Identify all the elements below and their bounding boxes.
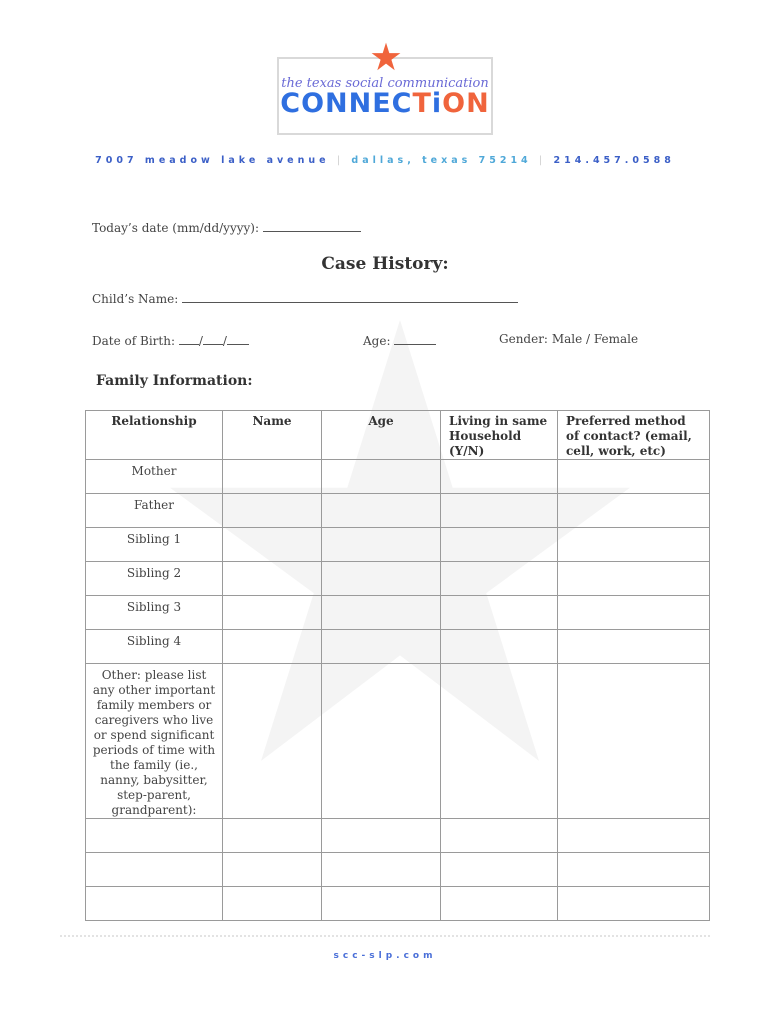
logo-wordmark: CONNECTiON bbox=[280, 88, 490, 119]
age-cell[interactable] bbox=[322, 596, 441, 630]
name-cell[interactable] bbox=[223, 664, 322, 819]
age-cell[interactable] bbox=[322, 460, 441, 494]
age-field[interactable] bbox=[394, 332, 436, 345]
household-cell[interactable] bbox=[441, 562, 558, 596]
table-header-row bbox=[86, 411, 710, 460]
relationship-cell: Mother bbox=[86, 460, 223, 494]
phone-number: 214.457.0588 bbox=[553, 155, 675, 166]
header-age: Age bbox=[322, 411, 441, 460]
dob-row: Date of Birth: / / bbox=[92, 332, 249, 348]
family-info-heading: Family Information: bbox=[96, 373, 253, 389]
dob-label: Date of Birth: bbox=[92, 334, 175, 348]
table-row bbox=[86, 819, 710, 853]
city-address: dallas, texas 75214 bbox=[351, 155, 532, 166]
star-logo-icon bbox=[371, 42, 401, 72]
date-row bbox=[92, 219, 361, 235]
age-cell[interactable] bbox=[322, 819, 441, 853]
header-name: Name bbox=[223, 411, 322, 460]
age-row bbox=[363, 332, 436, 348]
header-contact: Preferred method of contact? (email, cell, work, etc) bbox=[558, 411, 710, 460]
table-row bbox=[86, 460, 710, 494]
name-cell[interactable] bbox=[223, 596, 322, 630]
child-name-field[interactable] bbox=[182, 302, 518, 303]
address-line: 7007 meadow lake avenue | dallas, texas 75214 | 214.457.0588 bbox=[95, 155, 675, 166]
table-row bbox=[86, 596, 710, 630]
contact-cell[interactable] bbox=[558, 460, 710, 494]
gender-label: Gender: bbox=[499, 332, 548, 346]
contact-cell[interactable] bbox=[558, 819, 710, 853]
table-row bbox=[86, 664, 710, 819]
table-row bbox=[86, 528, 710, 562]
household-cell[interactable] bbox=[441, 596, 558, 630]
table-row bbox=[86, 887, 710, 921]
dob-year-field[interactable] bbox=[227, 332, 249, 345]
name-cell[interactable] bbox=[223, 630, 322, 664]
name-cell[interactable] bbox=[223, 460, 322, 494]
header-relationship: Relationship bbox=[86, 411, 223, 460]
age-cell[interactable] bbox=[322, 494, 441, 528]
age-cell[interactable] bbox=[322, 528, 441, 562]
dob-day-field[interactable] bbox=[203, 332, 223, 345]
relationship-cell: Sibling 2 bbox=[86, 562, 223, 596]
household-cell[interactable] bbox=[441, 887, 558, 921]
relationship-cell: Sibling 1 bbox=[86, 528, 223, 562]
date-field[interactable] bbox=[263, 219, 361, 232]
footer-website[interactable]: scc-slp.com bbox=[333, 951, 437, 961]
contact-cell[interactable] bbox=[558, 562, 710, 596]
name-cell[interactable] bbox=[223, 819, 322, 853]
table-row bbox=[86, 853, 710, 887]
name-cell[interactable] bbox=[223, 528, 322, 562]
household-cell[interactable] bbox=[441, 819, 558, 853]
name-cell[interactable] bbox=[223, 562, 322, 596]
gender-row bbox=[499, 332, 638, 346]
street-address: 7007 meadow lake avenue bbox=[95, 155, 330, 166]
child-name-label: Child’s Name: bbox=[92, 292, 179, 306]
household-cell[interactable] bbox=[441, 630, 558, 664]
table-row bbox=[86, 494, 710, 528]
age-cell[interactable] bbox=[322, 664, 441, 819]
dob-month-field[interactable] bbox=[179, 332, 199, 345]
family-table bbox=[85, 410, 710, 921]
household-cell[interactable] bbox=[441, 528, 558, 562]
table-row bbox=[86, 562, 710, 596]
relationship-cell[interactable] bbox=[86, 819, 223, 853]
household-cell[interactable] bbox=[441, 664, 558, 819]
contact-cell[interactable] bbox=[558, 664, 710, 819]
household-cell[interactable] bbox=[441, 494, 558, 528]
contact-cell[interactable] bbox=[558, 853, 710, 887]
relationship-cell: Father bbox=[86, 494, 223, 528]
table-row bbox=[86, 630, 710, 664]
logo-tagline: the texas social communication bbox=[281, 76, 489, 91]
contact-cell[interactable] bbox=[558, 596, 710, 630]
footer-divider bbox=[60, 935, 710, 937]
relationship-cell: Sibling 3 bbox=[86, 596, 223, 630]
relationship-cell[interactable] bbox=[86, 853, 223, 887]
age-cell[interactable] bbox=[322, 853, 441, 887]
gender-options[interactable]: Male / Female bbox=[551, 332, 639, 346]
age-cell[interactable] bbox=[322, 887, 441, 921]
age-label: Age: bbox=[363, 334, 391, 348]
date-label: Today’s date (mm/dd/yyyy): bbox=[92, 221, 260, 235]
relationship-cell[interactable] bbox=[86, 887, 223, 921]
name-cell[interactable] bbox=[223, 887, 322, 921]
name-cell[interactable] bbox=[223, 494, 322, 528]
contact-cell[interactable] bbox=[558, 494, 710, 528]
relationship-cell: Sibling 4 bbox=[86, 630, 223, 664]
name-cell[interactable] bbox=[223, 853, 322, 887]
household-cell[interactable] bbox=[441, 853, 558, 887]
age-cell[interactable] bbox=[322, 562, 441, 596]
header-household: Living in same Household (Y/N) bbox=[441, 411, 558, 460]
age-cell[interactable] bbox=[322, 630, 441, 664]
contact-cell[interactable] bbox=[558, 887, 710, 921]
contact-cell[interactable] bbox=[558, 528, 710, 562]
household-cell[interactable] bbox=[441, 460, 558, 494]
page-title: Case History: bbox=[321, 254, 449, 274]
relationship-cell-other: Other: please list any other important family members or caregivers who live or spend significant periods of time with the family (ie., nanny, babysitter, step-parent, grandparent): bbox=[86, 664, 223, 819]
contact-cell[interactable] bbox=[558, 630, 710, 664]
